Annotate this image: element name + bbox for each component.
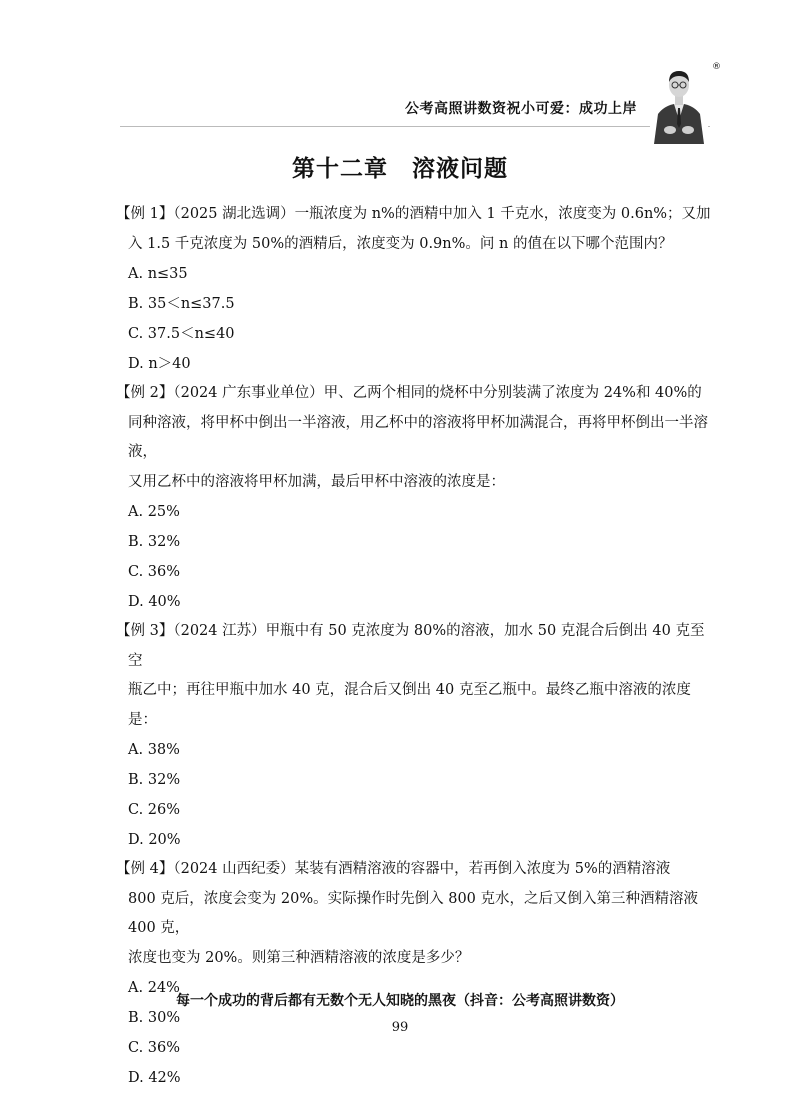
question-stem xyxy=(116,379,712,409)
question-text: 同种溶液，将甲杯中倒出一半溶液，用乙杯中的溶液将甲杯加满混合，再将甲杯倒出一半溶液， xyxy=(128,414,708,460)
option-d: D. 40% xyxy=(128,594,181,610)
header-divider xyxy=(120,126,710,127)
question-stem xyxy=(116,855,712,885)
question-text: 浓度也变为 20%。则第三种酒精溶液的浓度是多少？ xyxy=(128,949,470,966)
question-block xyxy=(116,200,712,379)
option-c: C. 36% xyxy=(128,564,181,580)
registered-mark: ® xyxy=(712,62,721,72)
author-portrait xyxy=(650,62,708,144)
question-text: 800 克后，浓度会变为 20%。实际操作时先倒入 800 克水，之后又倒入第三种酒精溶液 400 克， xyxy=(128,890,699,936)
question-block xyxy=(116,379,712,617)
option-a: A. 25% xyxy=(128,504,180,520)
option-c: C. 37.5＜n≤40 xyxy=(128,326,235,342)
question-text: 某装有酒精溶液的容器中，若再倒入浓度为 5%的酒精溶液 xyxy=(294,861,671,877)
option-c: C. 26% xyxy=(128,802,181,818)
chapter-number: 第十二章 xyxy=(292,155,388,182)
footer-motto: 每一个成功的背后都有无数个无人知晓的黑夜（抖音：公考高照讲数资） xyxy=(176,993,624,1009)
option-c: C. 36% xyxy=(128,1040,181,1056)
question-text: 一瓶浓度为 n%的酒精中加入 1 千克水，浓度变为 0.6n%；又加 xyxy=(294,206,711,222)
question-source: （2024 山西纪委） xyxy=(173,861,295,877)
question-label: 【例 4】 xyxy=(116,861,174,877)
header-tagline: 公考高照讲数资祝小可爱：成功上岸 xyxy=(405,101,637,117)
question-text: 甲瓶中有 50 克浓度为 80%的溶液，加水 50 克混合后倒出 40 克至空 xyxy=(128,623,705,669)
question-block xyxy=(116,617,712,855)
question-source: （2024 江苏） xyxy=(173,623,266,639)
question-text: 瓶乙中；再往甲瓶中加水 40 克，混合后又倒出 40 克至乙瓶中。最终乙瓶中溶液的浓度是： xyxy=(128,682,691,728)
option-b: B. 35＜n≤37.5 xyxy=(128,296,235,312)
chapter-heading xyxy=(0,150,800,183)
page-number: 99 xyxy=(391,1020,409,1035)
option-d: D. 20% xyxy=(128,832,181,848)
question-text: 又用乙杯中的溶液将甲杯加满，最后甲杯中溶液的浓度是： xyxy=(128,473,505,490)
option-a: A. n≤35 xyxy=(128,266,188,282)
question-list xyxy=(116,200,712,1093)
option-d: D. n＞40 xyxy=(128,356,191,372)
question-stem xyxy=(116,200,712,230)
question-label: 【例 3】 xyxy=(116,623,174,639)
question-source: （2024 广东事业单位） xyxy=(173,385,324,401)
option-a: A. 38% xyxy=(128,742,180,758)
question-label: 【例 2】 xyxy=(116,385,174,401)
question-text: 甲、乙两个相同的烧杯中分别装满了浓度为 24%和 40%的 xyxy=(323,385,702,401)
chapter-title: 溶液问题 xyxy=(412,155,508,182)
option-b: B. 32% xyxy=(128,772,181,788)
option-d: D. 42% xyxy=(128,1070,181,1086)
option-b: B. 30% xyxy=(128,1010,181,1026)
question-label: 【例 1】 xyxy=(116,206,174,222)
option-a: A. 24% xyxy=(128,980,180,996)
option-b: B. 32% xyxy=(128,534,181,550)
question-stem xyxy=(116,617,712,676)
question-block xyxy=(116,855,712,1093)
question-source: （2025 湖北选调） xyxy=(173,206,295,222)
question-text: 入 1.5 千克浓度为 50%的酒精后，浓度变为 0.9n%。问 n 的值在以下哪个范围内？ xyxy=(128,235,673,252)
